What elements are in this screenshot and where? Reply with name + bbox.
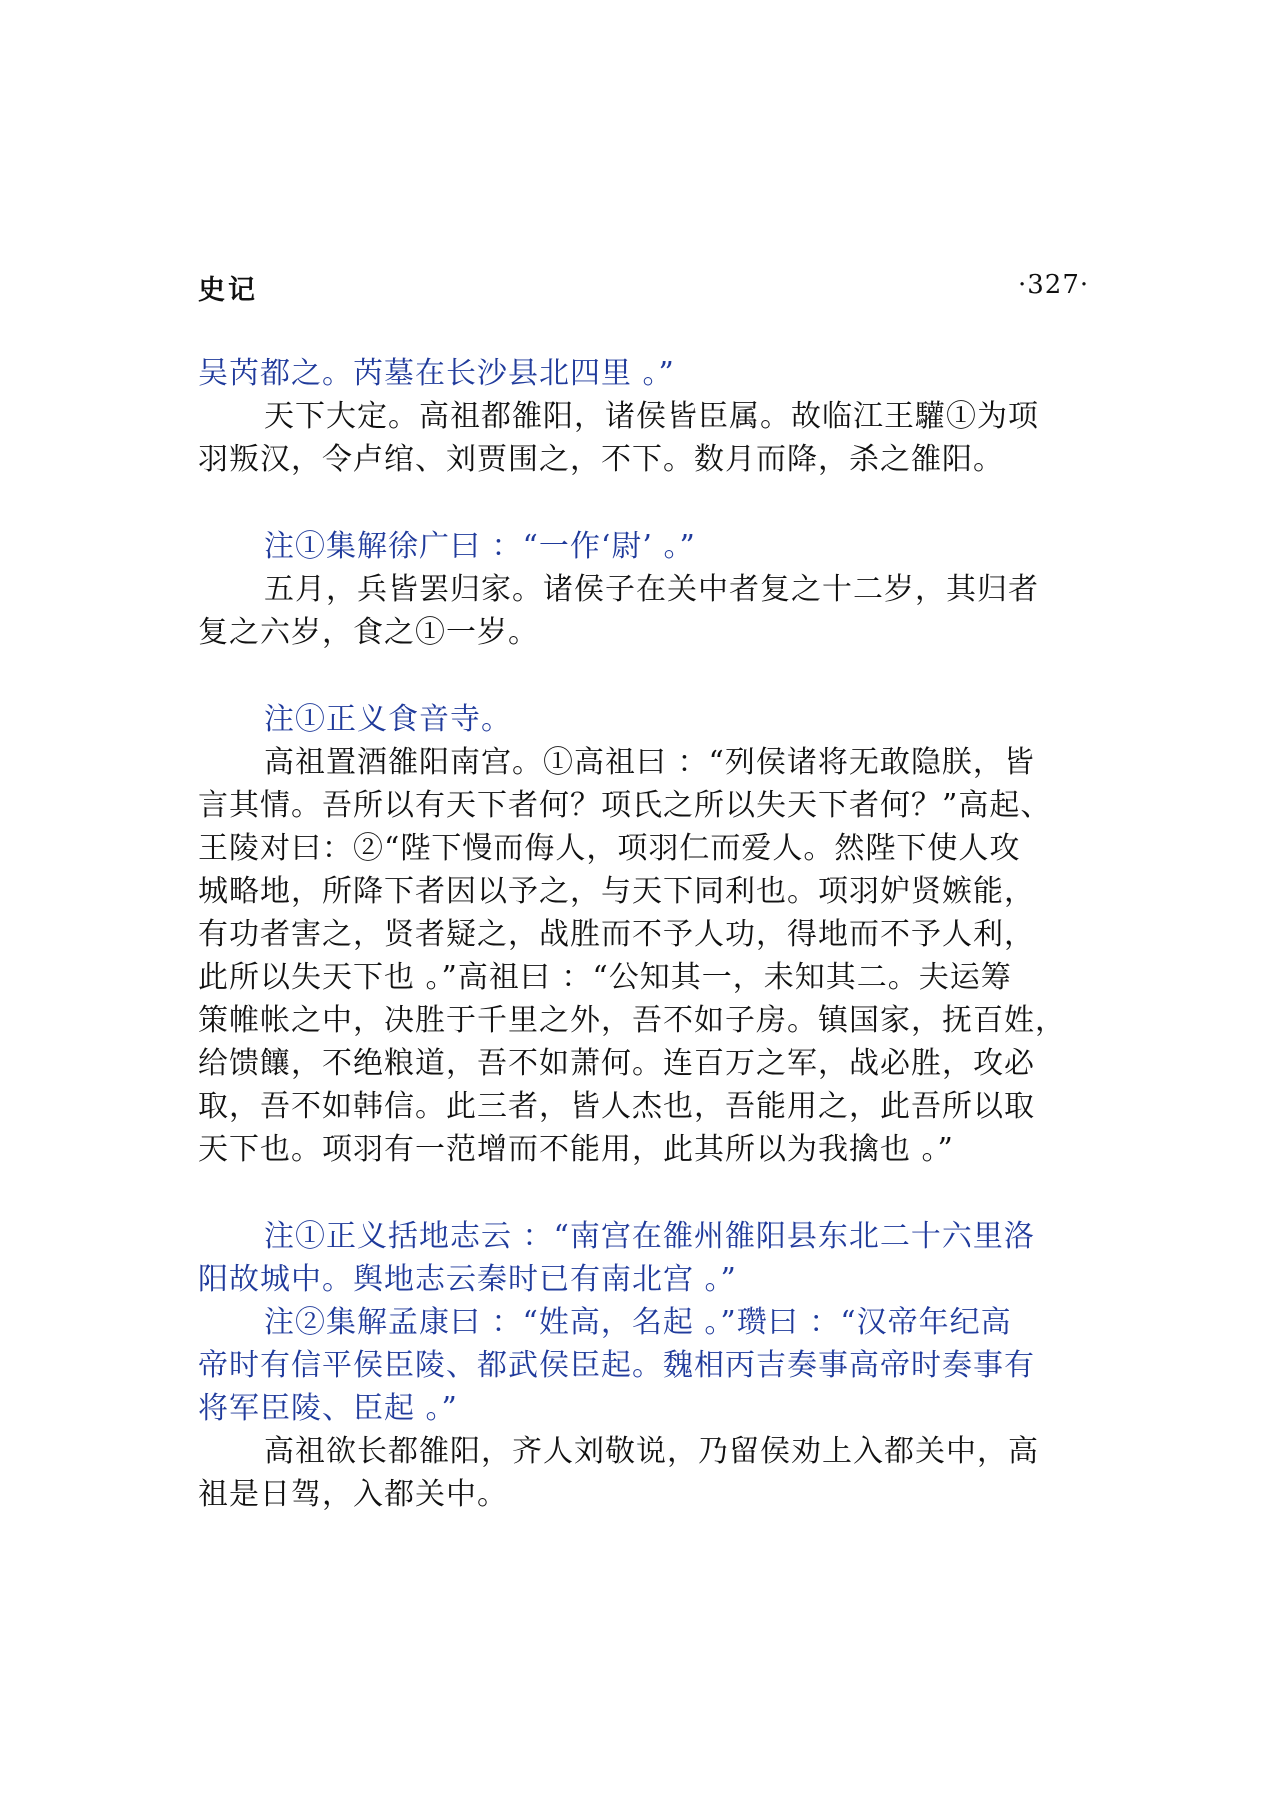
text-line: 王陵对曰：②“陛下慢而侮人，项羽仁而爱人。然陛下使人攻	[198, 831, 1021, 866]
text-line: 城略地，所降下者因以予之，与天下同利也。项羽妒贤嫉能，	[198, 874, 1035, 909]
paragraph-gap	[198, 654, 1096, 698]
text-line: 天下大定。高祖都雒阳，诸侯皆臣属。故临江王驩①为项	[264, 399, 1039, 434]
annotation-line: 注①正义括地志云 ：“南宫在雒州雒阳县东北二十六里洛	[264, 1219, 1035, 1254]
annotation-line: 注①正义食音寺。	[264, 702, 512, 737]
text-line: 有功者害之，贤者疑之，战胜而不予人功，得地而不予人利，	[198, 917, 1035, 952]
text-line: 高祖置酒雒阳南宫。①高祖曰 ：“列侯诸将无敢隐朕，皆	[264, 745, 1035, 780]
annotation-line: 注①集解徐广曰 ：“一作‘尉’ 。”	[264, 529, 696, 564]
running-header-title: 史记	[198, 275, 258, 306]
text-line: 祖是日驾，入都关中。	[198, 1477, 508, 1512]
text-line: 给馈饟，不绝粮道，吾不如萧何。连百万之军，战必胜，攻必	[198, 1046, 1035, 1081]
paragraph-gap	[198, 481, 1096, 525]
text-line: 天下也。项羽有一范增而不能用，此其所以为我擒也 。”	[198, 1132, 954, 1167]
text-line: 复之六岁，食之①一岁。	[198, 615, 539, 650]
text-line: 策帷帐之中，决胜于千里之外，吾不如子房。镇国家，抚百姓，	[198, 1003, 1066, 1038]
text-line: 五月，兵皆罢归家。诸侯子在关中者复之十二岁，其归者	[264, 572, 1039, 607]
annotation-line: 将军臣陵、臣起 。”	[198, 1391, 458, 1426]
paragraph-gap	[198, 1171, 1096, 1215]
text-line: 取，吾不如韩信。此三者，皆人杰也，吾能用之，此吾所以取	[198, 1089, 1035, 1124]
text-line: 此所以失天下也 。”高祖曰 ：“公知其一，未知其二。夫运筹	[198, 960, 1012, 995]
annotation-line: 帝时有信平侯臣陵、都武侯臣起。魏相丙吉奏事高帝时奏事有	[198, 1348, 1035, 1383]
page-number: ·327·	[1018, 270, 1090, 300]
annotation-line: 吴芮都之。芮墓在长沙县北四里 。”	[198, 356, 675, 391]
annotation-line: 阳故城中。舆地志云秦时已有南北宫 。”	[198, 1262, 737, 1297]
text-line: 羽叛汉，令卢绾、刘贾围之，不下。数月而降，杀之雒阳。	[198, 442, 1004, 477]
annotation-line: 注②集解孟康曰 ：“姓高，名起 。”瓒曰 ：“汉帝年纪高	[264, 1305, 1012, 1340]
page-body	[198, 352, 1096, 1516]
text-line: 高祖欲长都雒阳，齐人刘敬说，乃留侯劝上入都关中，高	[264, 1434, 1039, 1469]
text-line: 言其情。吾所以有天下者何？项氏之所以失天下者何？”高起、	[198, 788, 1052, 823]
